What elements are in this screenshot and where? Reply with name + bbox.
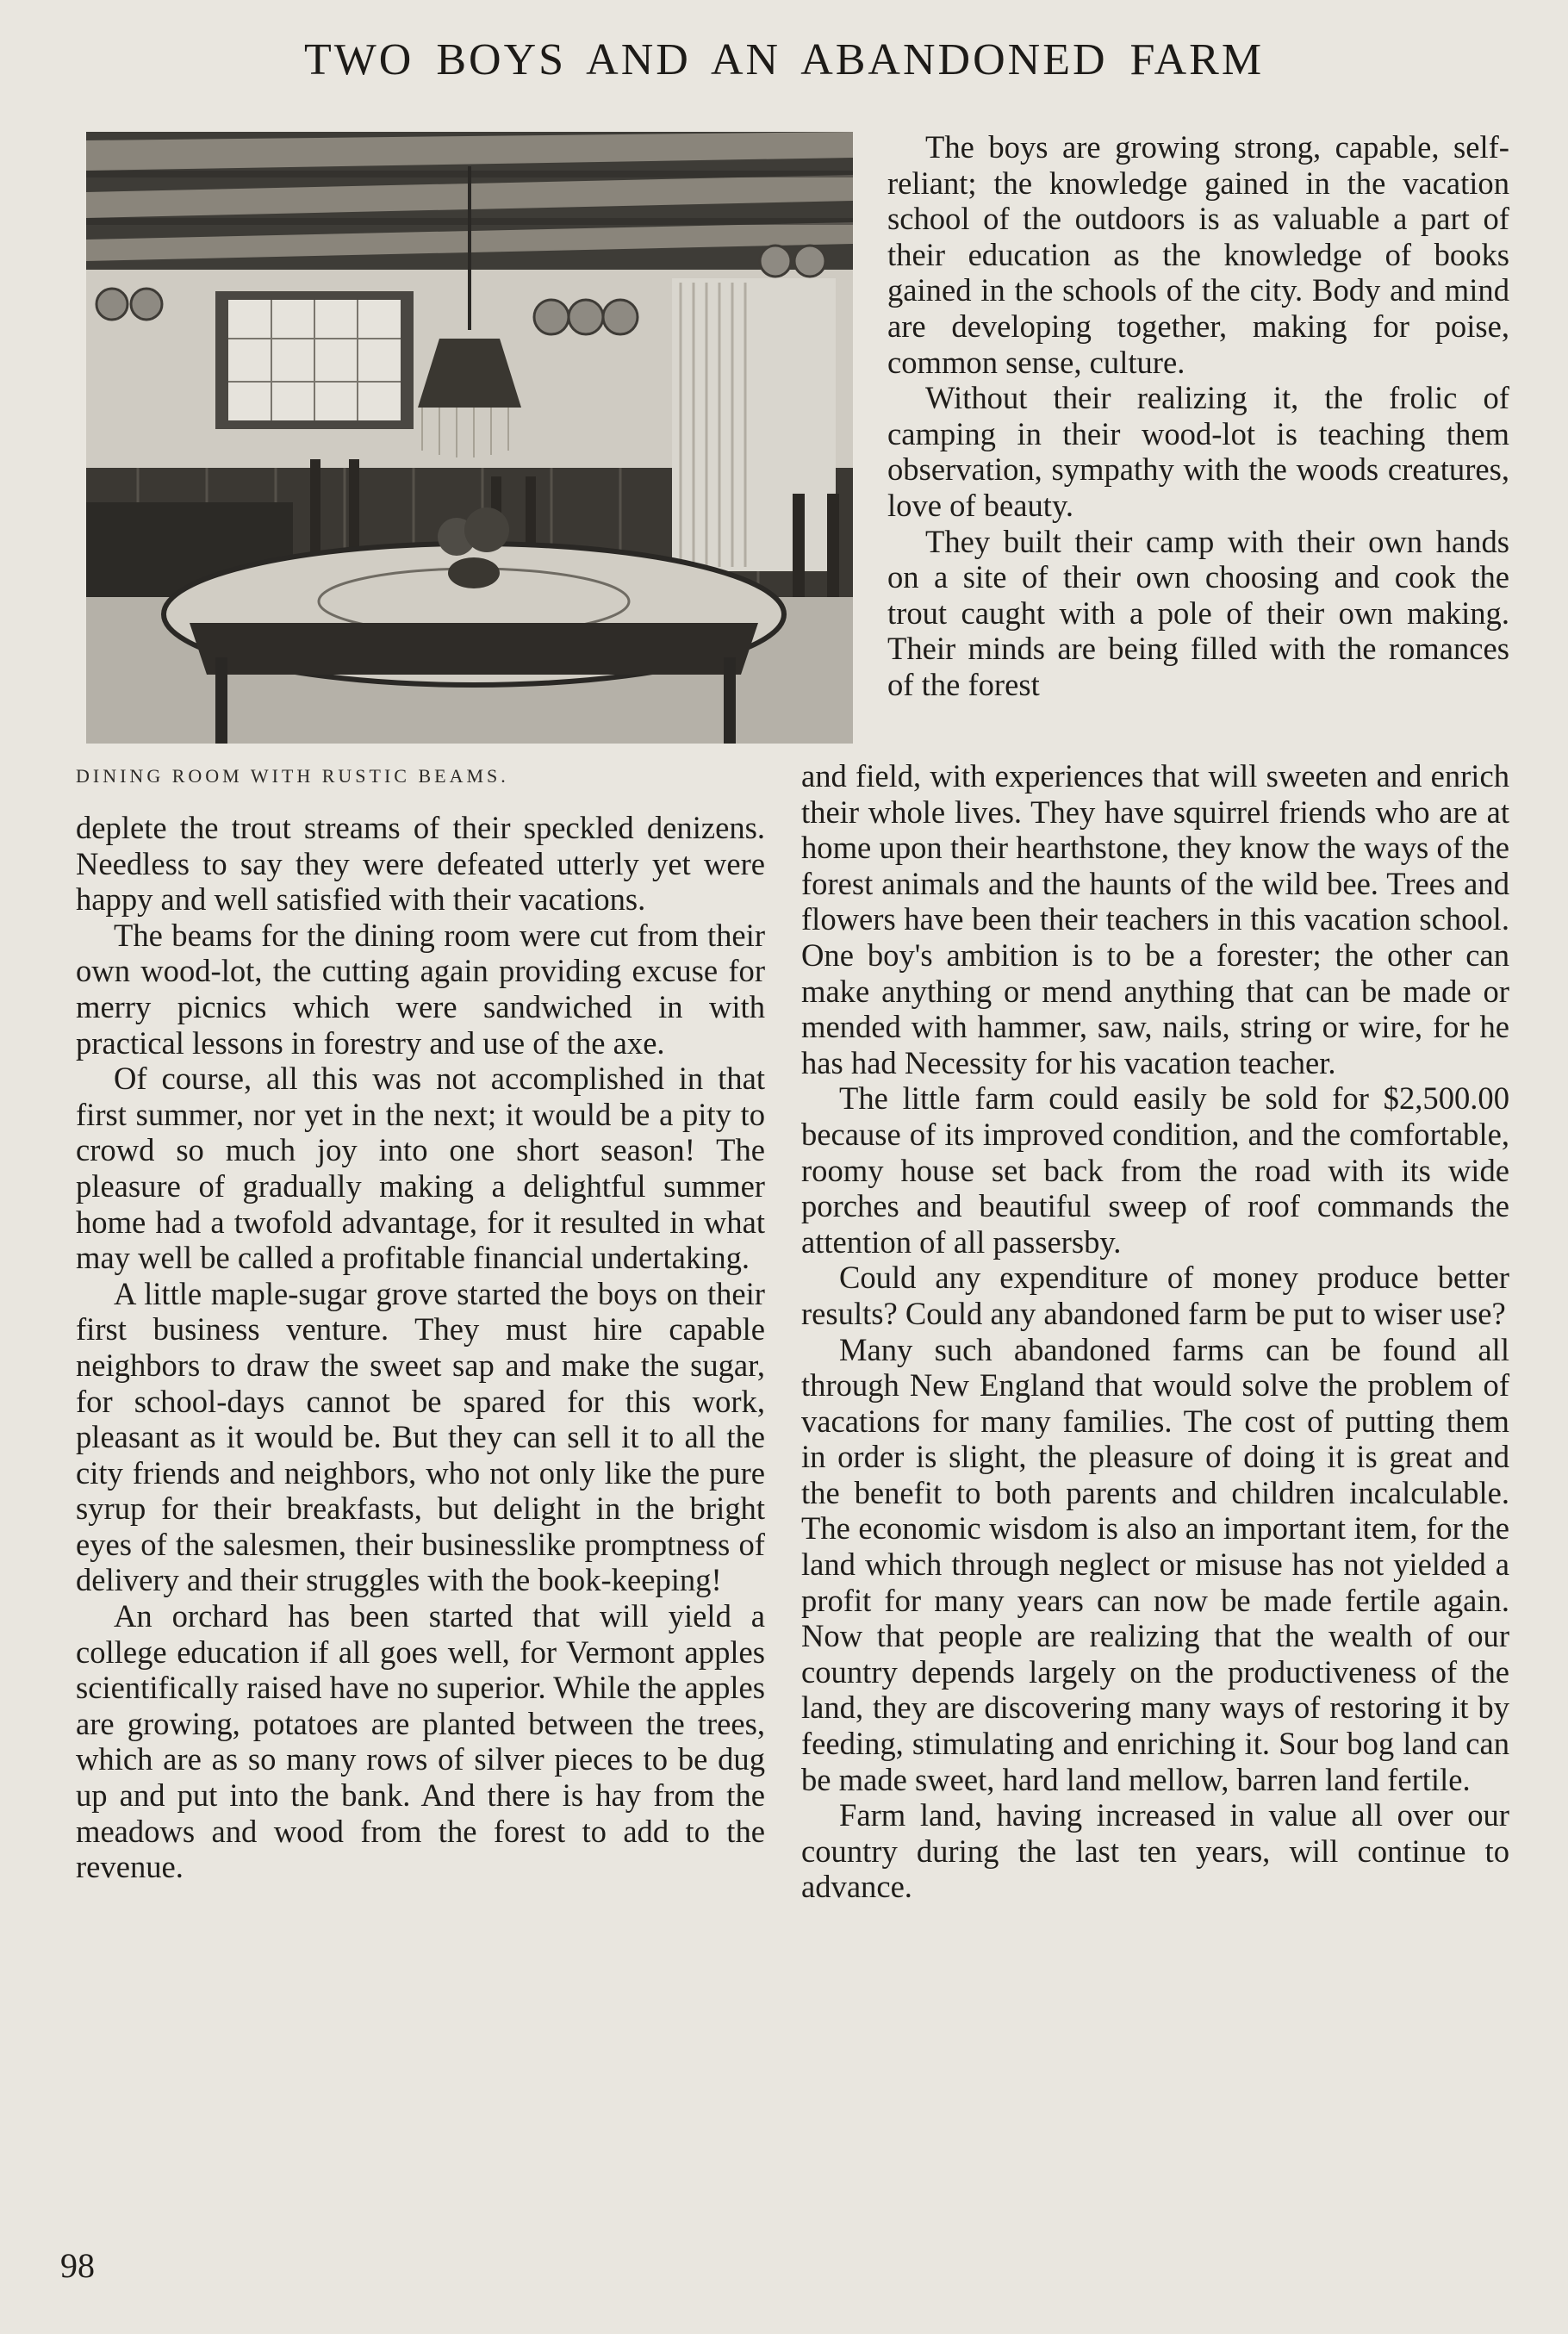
paragraph: Without their realizing it, the frolic of camping in their wood-lot is teaching them observation, sympathy with the woods creatures, love of beauty. (887, 380, 1509, 523)
paragraph: A little maple-sugar grove started the boys on their first business venture. They must hire capable neighbors to draw the sweet sap and make the sugar, for school-days cannot be spared for this work, pleasant as it would be. But they can sell it to all the city friends and neighbors, who not only like the pure syrup for their breakfasts, but delight in the bright eyes of the salesmen, their businesslike promptness of delivery and their struggles with the book-keeping! (76, 1275, 765, 1598)
paragraph: Of course, all this was not accomplished in that first summer, nor yet in the next; it would be a pity to crowd so much joy into one short season! The pleasure of gradually making a delightful summer home had a twofold advantage, for it resulted in what may well be called a profitable financial undertaking. (76, 1061, 765, 1276)
figure-caption: DINING ROOM WITH RUSTIC BEAMS. (76, 765, 509, 787)
page-title: TWO BOYS AND AN ABANDONED FARM (303, 35, 1265, 84)
paragraph: Farm land, having increased in value all over our country during the last ten years, will continue to advance. (801, 1797, 1509, 1905)
dining-room-photo (86, 132, 853, 744)
right-column-top (887, 129, 1509, 703)
paragraph: deplete the trout streams of their speckled denizens. Needless to say they were defeated utterly yet were happy and well satisfied with their vacations. (76, 810, 765, 918)
paragraph: The little farm could easily be sold for $2,500.00 because of its improved condition, and the comfortable, roomy house set back from the road with its wide porches and beautiful sweep of roof commands the attention of all passersby. (801, 1080, 1509, 1260)
paragraph: Could any expenditure of money produce better results? Could any abandoned farm be put to wiser use? (801, 1260, 1509, 1331)
paragraph: They built their camp with their own hands on a site of their own choosing and cook the trout caught with a pole of their own making. Their minds are being filled with the romances of the forest (887, 523, 1509, 702)
right-column-bottom (801, 758, 1509, 1905)
paragraph: An orchard has been started that will yield a college education if all goes well, for Vermont apples scientifically raised have no superior. While the apples are growing, potatoes are planted between the trees, which are as so many rows of silver pieces to be dug up and put into the bank. And there is hay from the meadows and wood from the forest to add to the revenue. (76, 1598, 765, 1885)
page-number: 98 (60, 2246, 95, 2285)
paragraph: and field, with experiences that will sweeten and enrich their whole lives. They have squirrel friends who are at home upon their hearthstone, they know the ways of the forest animals and the haunts of the wild bee. Trees and flowers have been their teachers in this vacation school. One boy's ambition is to be a forester; the other can make anything or mend anything that can be made or mended with hammer, saw, nails, string or wire, for he has had Necessity for his vacation teacher. (801, 758, 1509, 1080)
left-column (76, 810, 765, 1885)
paragraph: Many such abandoned farms can be found all through New England that would solve the problem of vacations for many families. The cost of putting them in order is slight, the pleasure of doing it is great and the benefit to both parents and children incalculable. The economic wisdom is also an important item, for the land which through neglect or misuse has not yielded a profit for many years can now be made fertile again. Now that people are realizing that the wealth of our country depends largely on the productiveness of the land, they are discovering many ways of restoring it by feeding, stimulating and enriching it. Sour bog land can be made sweet, hard land mellow, barren land fertile. (801, 1331, 1509, 1797)
paragraph: The boys are growing strong, capable, self-reliant; the knowledge gained in the vacation school of the outdoors is as valuable a part of their education as the knowledge of books gained in the schools of the city. Body and mind are developing together, making for poise, common sense, culture. (887, 129, 1509, 380)
paragraph: The beams for the dining room were cut from their own wood-lot, the cutting again providing excuse for merry picnics which were sandwiched in with practical lessons in forestry and use of the axe. (76, 917, 765, 1061)
